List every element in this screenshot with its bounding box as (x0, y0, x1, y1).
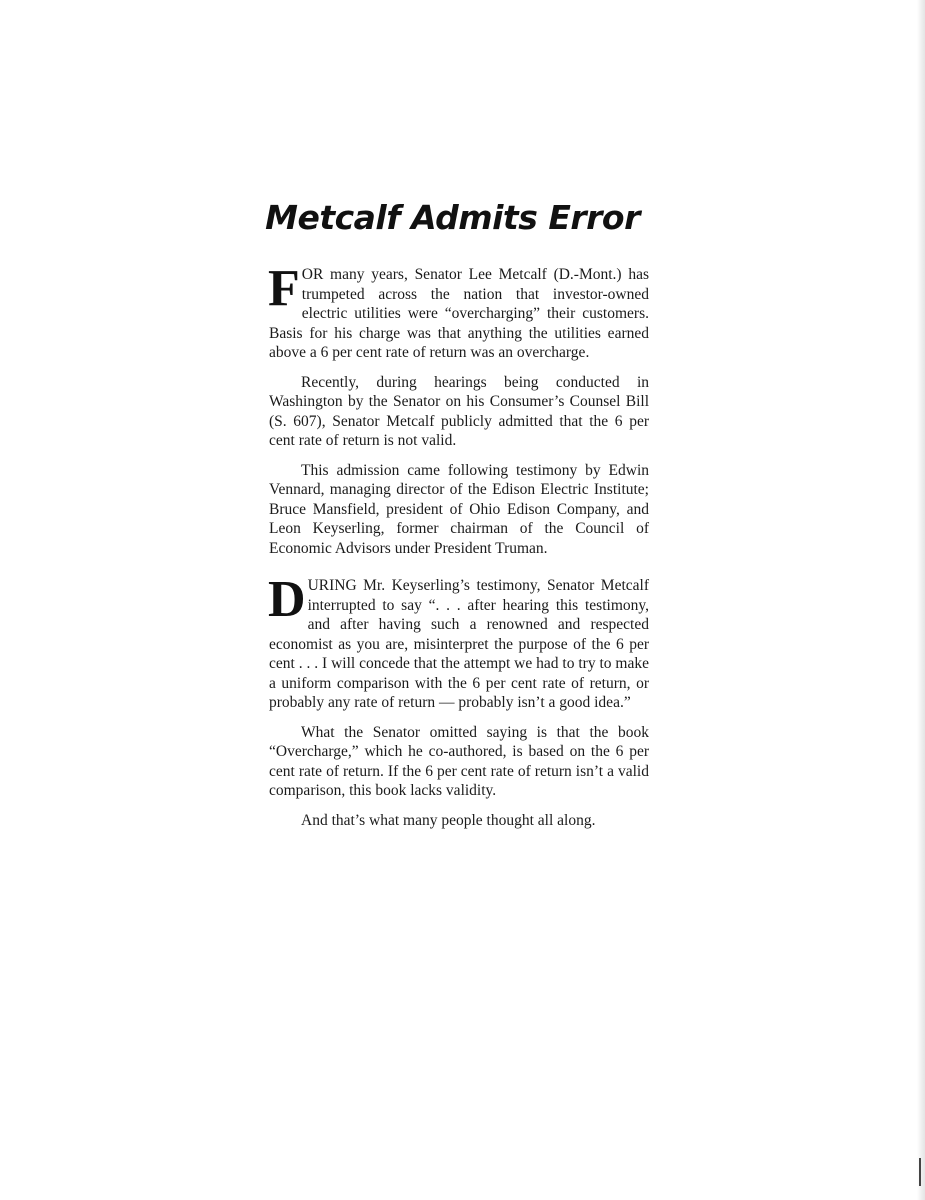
paragraph-4 (268, 571, 649, 713)
page-edge-mark (919, 1158, 921, 1186)
paragraph-5: What the Senator omitted saying is that the book “Overcharge,” which he co-authored, is based on the 6 per cent rate of return. If the 6 per cent rate of return isn’t a valid comparison, this book lacks validity. (269, 723, 649, 799)
paragraph-3: This admission came following testimony by Edwin Vennard, managing director of the Edison Electric Institute; Bruce Mansfield, president of Ohio Edison Company, and Leon Keyserling, former chairman of the Council of Economic Advisors under President Truman. (269, 461, 649, 557)
drop-cap-2: D (268, 571, 306, 628)
lead-in-1: OR (301, 266, 324, 283)
paragraph-1 (268, 260, 649, 363)
paragraph-2: Recently, during hearings being conducted in Washington by the Senator on his Consumer’s Counsel Bill (S. 607), Senator Metcalf publicly admitted that the 6 per cent rate of return is not valid. (269, 373, 649, 449)
paragraph-1-text: many years, Senator Lee Metcalf (D.-Mont.) has trumpeted across the nation that investor-owned electric utilities were “overcharging” their customers. Basis for his charge was that anything the utilities earned above a 6 per cent rate of return was an overcharge. (269, 266, 649, 361)
drop-cap-1: F (268, 260, 300, 317)
lead-in-2: URING (307, 577, 357, 594)
article-title: Metcalf Admits Error (265, 198, 640, 237)
paragraph-4-text: Mr. Keyserling’s testimony, Senator Metcalf interrupted to say “. . . after hearing this testimony, and after having such a renowned and respected economist as you are, misinterpret the purpose of the 6 per cent . . . I will concede that the attempt we had to try to make a uniform comparison with the 6 per cent rate of return, or probably any rate of return — probably isn’t a good idea.” (269, 577, 649, 711)
article-body (268, 260, 649, 840)
paragraph-6: And that’s what many people thought all along. (301, 811, 596, 829)
page-edge (917, 0, 925, 1200)
